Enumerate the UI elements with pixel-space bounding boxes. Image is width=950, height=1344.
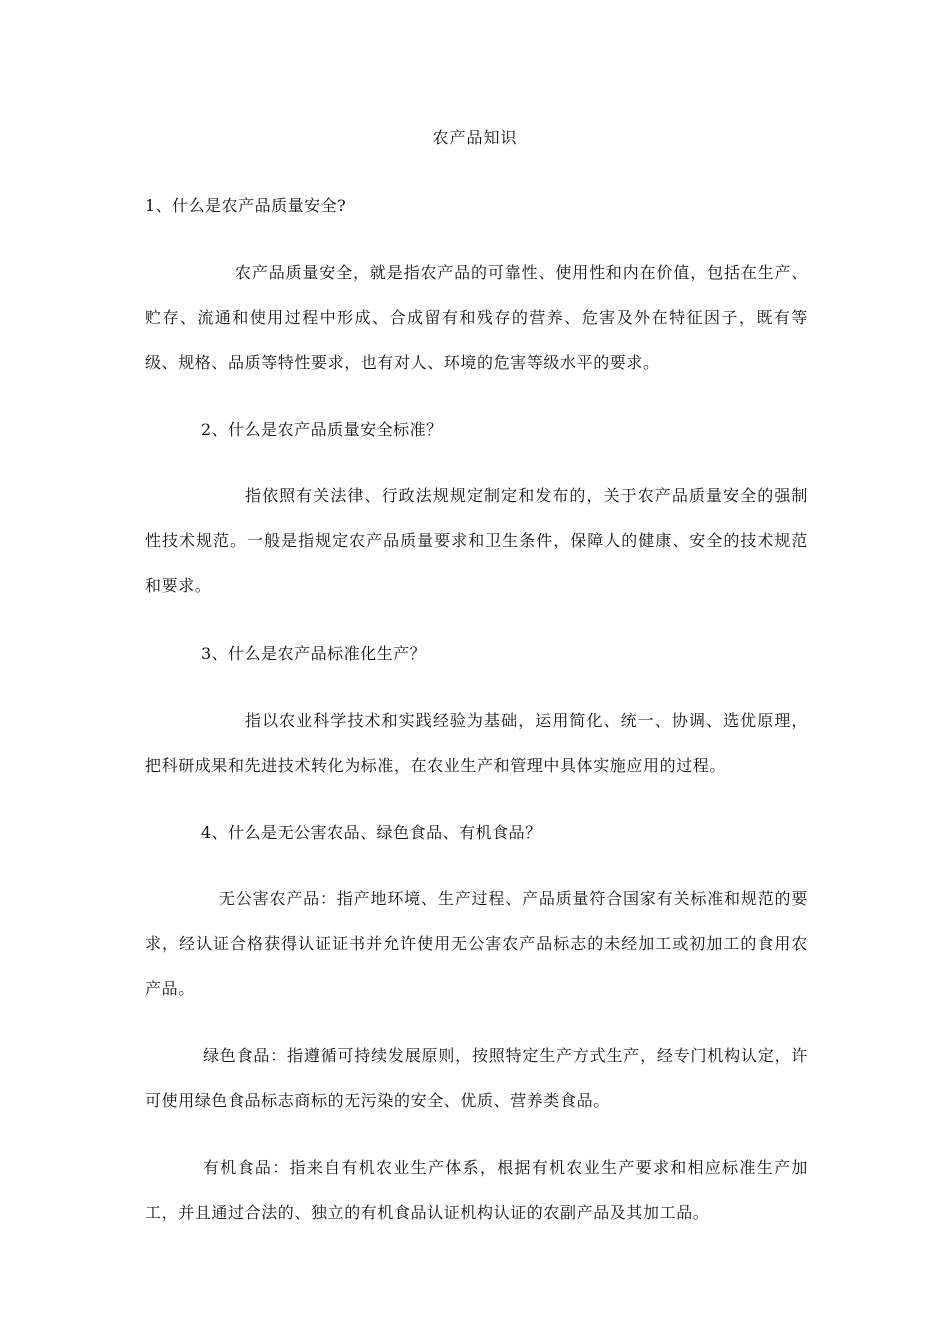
- answer-3-paragraph: 指以农业科学技术和实践经验为基础，运用简化、统一、协调、选优原理，把科研成果和先进技术转化为标准，在农业生产和管理中具体实施应用的过程。: [145, 711, 808, 775]
- question-3-heading: 3、什么是农产品标准化生产？: [201, 644, 427, 663]
- page-title: 农产品知识: [432, 128, 518, 147]
- answer-2-paragraph: 指依照有关法律、行政法规规定制定和发布的，关于农产品质量安全的强制性技术规范。一般是指规定农产品质量要求和卫生条件，保障人的健康、安全的技术规范和要求。: [145, 486, 808, 595]
- answer-4-paragraph-green-food: 绿色食品：指遵循可持续发展原则，按照特定生产方式生产，经专门机构认定，许可使用绿色食品标志商标的无污染的安全、优质、营养类食品。: [145, 1046, 808, 1110]
- answer-4-paragraph-pollution-free: 无公害农产品：指产地环境、生产过程、产品质量符合国家有关标准和规范的要求，经认证合格获得认证证书并允许使用无公害农产品标志的未经加工或初加工的食用农产品。: [145, 889, 808, 998]
- answer-4-paragraph-organic-food: 有机食品：指来自有机农业生产体系，根据有机农业生产要求和相应标准生产加工，并且通过合法的、独立的有机食品认证机构认证的农副产品及其加工品。: [145, 1158, 808, 1222]
- question-4-heading: 4、什么是无公害农品、绿色食品、有机食品？: [201, 823, 542, 842]
- question-1-heading: 1、什么是农产品质量安全?: [145, 196, 347, 215]
- question-2-heading: 2、什么是农产品质量安全标准？: [201, 420, 443, 439]
- answer-1-paragraph: 农产品质量安全，就是指农产品的可靠性、使用性和内在价值，包括在生产、贮存、流通和使用过程中形成、合成留有和残存的营养、危害及外在特征因子，既有等级、规格、品质等特性要求，也有对人、环境的危害等级水平的要求。: [145, 263, 808, 372]
